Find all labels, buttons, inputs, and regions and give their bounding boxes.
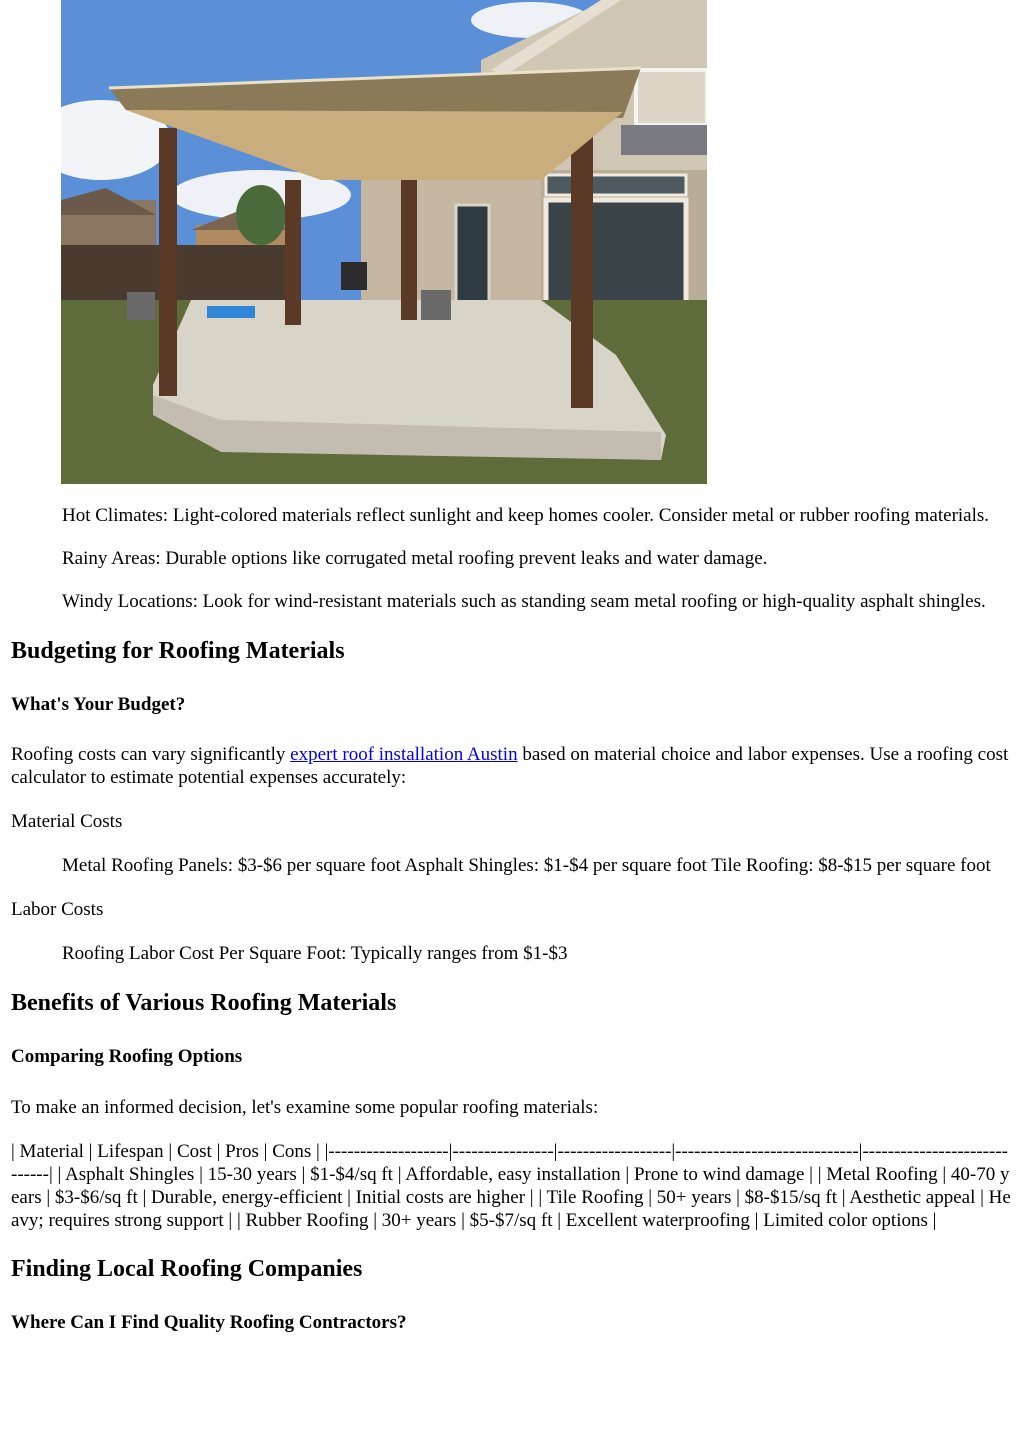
materials-table-text: | Material | Lifespan | Cost | Pros | Cons | |-------------------|----------------|------------------|-----------------------------|-----------------------------| | Asphalt Shingles | 15-30 years | $1-$4/sq ft | Affordable, easy installation | Prone to wind damage | | Metal Roofing | 40-70 years | $3-$6/sq ft | Durable, energy-efficient | Initial costs are higher | | Tile Roofing | 50+ years | $8-$15/sq ft | Aesthetic appeal | Heavy; requires strong support | | Rubber Roofing | 30+ years | $5-$7/sq ft | Excellent waterproofing | Limited color options | [11,1141,1011,1231]
windy-locations-paragraph: Windy Locations: Look for wind-resistant materials such as standing seam metal roofing or high-quality asphalt shingles. [62,591,986,612]
budget-subheading: What's Your Budget? [11,694,186,715]
patio-post [159,128,177,396]
tree [236,185,286,245]
patio-post [285,180,301,325]
lower-roof [621,125,707,155]
grill [341,262,367,290]
material-costs-label: Material Costs [11,811,123,832]
house-window [546,200,686,305]
rainy-areas-paragraph: Rainy Areas: Durable options like corrugated metal roofing prevent leaks and water damage. [62,548,768,569]
blue-bench [207,306,255,318]
patio-post [571,118,593,408]
labor-costs-label: Labor Costs [11,899,104,920]
patio-post [401,180,417,320]
where-subheading: Where Can I Find Quality Roofing Contractors? [11,1312,407,1333]
roof-installation-link[interactable]: expert roof installation Austin [290,744,518,765]
back-door [456,205,489,305]
labor-costs-list: Roofing Labor Cost Per Square Foot: Typically ranges from $1-$3 [62,943,568,964]
transom-window [546,175,686,195]
patio-photo-illustration [61,0,707,484]
material-costs-list: Metal Roofing Panels: $3-$6 per square foot Asphalt Shingles: $1-$4 per square foot Tile Roofing: $8-$15 per square foot [62,855,991,876]
roofing-costs-text-start: Roofing costs can vary significantly [11,744,291,765]
examine-paragraph: To make an informed decision, let's examine some popular roofing materials: [11,1097,599,1118]
roofing-costs-paragraph [11,743,1012,789]
comparing-subheading: Comparing Roofing Options [11,1046,243,1067]
patio-cover-photo [61,0,707,484]
roofing-costs-text-end: based on material choice and labor expenses. Use a roofing cost calculator to estimate potential expenses accurately: [11,744,1009,788]
benefits-heading: Benefits of Various Roofing Materials [11,990,397,1016]
lawn-chair [127,292,155,320]
upper-window [636,70,707,125]
hot-climates-paragraph: Hot Climates: Light-colored materials reflect sunlight and keep homes cooler. Consider metal or rubber roofing materials. [62,505,990,526]
patio-chair [421,290,451,320]
finding-heading: Finding Local Roofing Companies [11,1256,363,1282]
budgeting-heading: Budgeting for Roofing Materials [11,638,345,664]
